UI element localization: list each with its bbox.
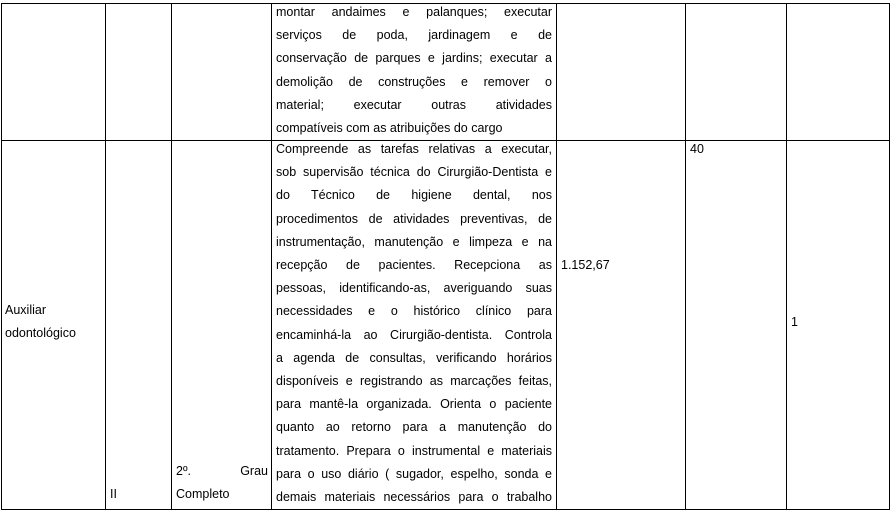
description-line: Compreende as tarefas relativas a executar, bbox=[276, 142, 552, 156]
table-border bbox=[556, 3, 557, 510]
description-line: encaminhá-la ao Cirurgião-dentista. Controla bbox=[276, 327, 552, 342]
job-description bbox=[276, 138, 552, 509]
description-line: tratamento. Prepara o instrumental e materiais bbox=[276, 443, 552, 458]
table-row-description-continued bbox=[276, 1, 552, 140]
escolaridade-value: 2º. Grau Completo bbox=[176, 464, 268, 501]
description-line: serviços de poda, jardinagem e de bbox=[276, 28, 552, 43]
description-line: compatíveis com as atribuições do cargo bbox=[276, 121, 503, 136]
description-line: recepção de pacientes. Recepciona as bbox=[276, 258, 552, 273]
description-line: conservação de parques e jardins; executar a bbox=[276, 51, 552, 66]
description-line: montar andaimes e palanques; executar bbox=[276, 5, 552, 19]
description-line: disponíveis e registrando as marcações feitas, bbox=[276, 374, 552, 389]
table-border bbox=[271, 3, 272, 510]
table-border bbox=[105, 3, 106, 510]
description-line: material; executar outras atividades bbox=[276, 97, 552, 112]
description-line: sob supervisão técnica do Cirurgião-Dentista e bbox=[276, 165, 552, 180]
table-border bbox=[685, 3, 686, 510]
description-line: necessidades e o histórico clínico para bbox=[276, 304, 552, 319]
description-line: demolição de construções e remover o bbox=[276, 74, 552, 89]
vencimento-value: 1.152,67 bbox=[561, 258, 610, 272]
cargo-name: Auxiliar odontológico bbox=[5, 303, 76, 340]
vagas-value: 1 bbox=[791, 315, 798, 329]
description-line: do Técnico de higiene dental, nos bbox=[276, 188, 552, 203]
description-line: pessoas, identificando-as, averiguando suas bbox=[276, 281, 552, 296]
description-line: procedimentos de atividades preventivas, de bbox=[276, 211, 552, 226]
description-line: a agenda de consultas, verificando horários bbox=[276, 350, 552, 365]
description-line: quanto ao retorno para a manutenção do bbox=[276, 420, 552, 435]
description-line: para mantê-la organizada. Orienta o paciente bbox=[276, 397, 552, 412]
carga-horaria-value: 40 bbox=[690, 142, 704, 156]
nivel-value: II bbox=[110, 487, 117, 501]
table-border bbox=[171, 3, 172, 510]
table-border bbox=[1, 3, 2, 510]
table-border bbox=[889, 3, 890, 510]
table-border bbox=[786, 3, 787, 510]
description-line: para o uso diário ( sugador, espelho, sonda e bbox=[276, 466, 552, 481]
description-line: demais materiais necessários para o trabalho bbox=[276, 490, 552, 505]
description-line: instrumentação, manutenção e limpeza e na bbox=[276, 234, 552, 249]
